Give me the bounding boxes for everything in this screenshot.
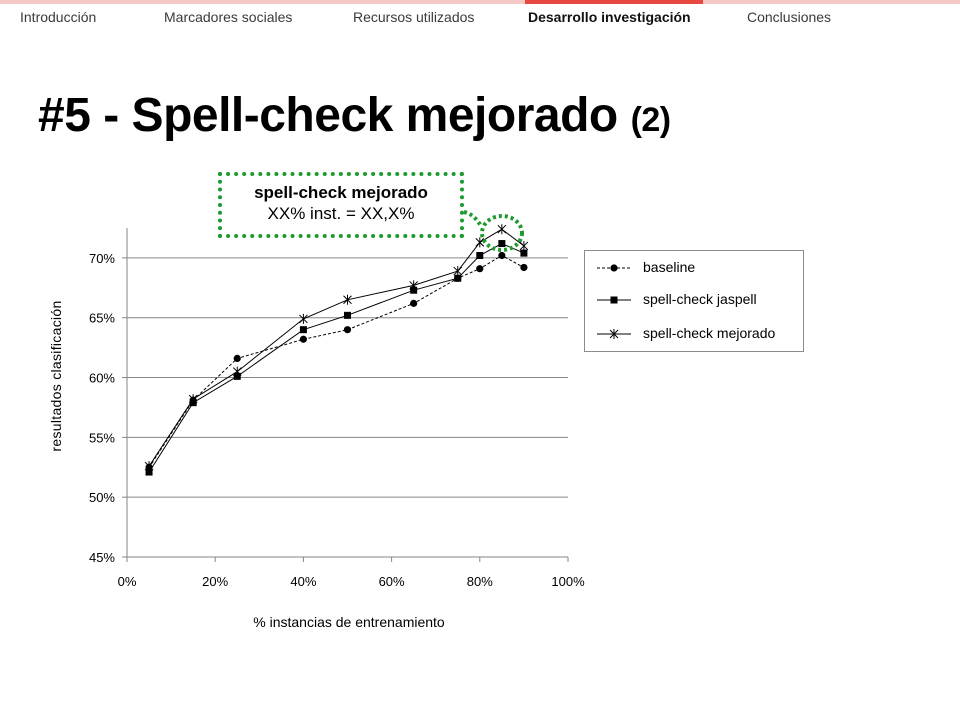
callout-box xyxy=(218,172,464,238)
data-point-mejorado-8 xyxy=(498,224,506,234)
legend-label-baseline: baseline xyxy=(643,259,696,275)
x-axis-label: % instancias de entrenamiento xyxy=(253,614,445,630)
y-tick-label-4: 65% xyxy=(88,310,115,326)
nav-item-recursos-utilizados[interactable]: Recursos utilizados xyxy=(353,9,475,25)
legend-label-jaspell: spell-check jaspell xyxy=(643,291,757,307)
x-tick-label-1: 20% xyxy=(202,574,229,589)
data-point-mejorado-4 xyxy=(344,295,352,305)
callout-title: spell-check mejorado xyxy=(254,183,428,202)
data-point-baseline-3 xyxy=(300,336,307,343)
data-point-baseline-7 xyxy=(476,265,483,272)
x-tick-label-4: 80% xyxy=(466,574,493,589)
y-tick-label-5: 70% xyxy=(88,250,115,266)
data-point-mejorado-9 xyxy=(520,241,528,251)
page-title-suffix: (2) xyxy=(630,101,671,139)
nav-item-marcadores-sociales[interactable]: Marcadores sociales xyxy=(164,9,293,25)
y-tick-label-1: 50% xyxy=(88,490,115,506)
data-point-mejorado-2 xyxy=(233,367,241,377)
data-point-mejorado-5 xyxy=(410,280,418,290)
data-point-jaspell-8 xyxy=(498,240,505,247)
x-tick-label-0: 0% xyxy=(117,574,137,589)
data-point-baseline-5 xyxy=(410,300,417,307)
legend-marker-baseline xyxy=(595,257,635,279)
nav-item-introduccion[interactable]: Introducción xyxy=(20,9,97,25)
data-point-mejorado-6 xyxy=(454,266,462,276)
chart-legend xyxy=(584,250,804,352)
legend-marker-mejorado xyxy=(595,323,635,345)
legend-item-jaspell xyxy=(595,289,795,311)
series-line-baseline xyxy=(149,256,524,468)
callout-text: XX% inst. = XX,X% xyxy=(267,204,415,223)
page-title-main: #5 - Spell-check mejorado xyxy=(38,89,618,142)
nav-item-conclusiones[interactable]: Conclusiones xyxy=(747,9,832,25)
y-tick-label-3: 60% xyxy=(88,370,115,386)
series-line-mejorado xyxy=(149,229,524,466)
y-tick-label-2: 55% xyxy=(88,430,115,446)
data-point-mejorado-7 xyxy=(476,237,484,247)
data-point-mejorado-3 xyxy=(299,314,307,324)
data-point-baseline-2 xyxy=(234,355,241,362)
data-point-jaspell-3 xyxy=(300,326,307,333)
legend-item-mejorado xyxy=(595,323,795,345)
data-point-jaspell-4 xyxy=(344,312,351,319)
x-tick-label-2: 40% xyxy=(290,574,317,589)
data-point-baseline-4 xyxy=(344,326,351,333)
legend-marker-jaspell xyxy=(595,289,635,311)
data-point-jaspell-7 xyxy=(476,252,483,259)
y-axis-label: resultados clasificación xyxy=(48,300,64,452)
data-point-baseline-8 xyxy=(498,252,505,259)
y-tick-label-0: 45% xyxy=(88,550,115,565)
nav-item-desarrollo-investigacion[interactable]: Desarrollo investigación xyxy=(528,9,691,25)
callout-connector xyxy=(464,212,481,226)
legend-label-mejorado: spell-check mejorado xyxy=(643,325,776,341)
x-tick-label-3: 60% xyxy=(378,574,405,589)
x-tick-label-5: 100% xyxy=(551,574,585,589)
legend-item-baseline xyxy=(595,257,795,279)
data-point-baseline-9 xyxy=(520,264,527,271)
